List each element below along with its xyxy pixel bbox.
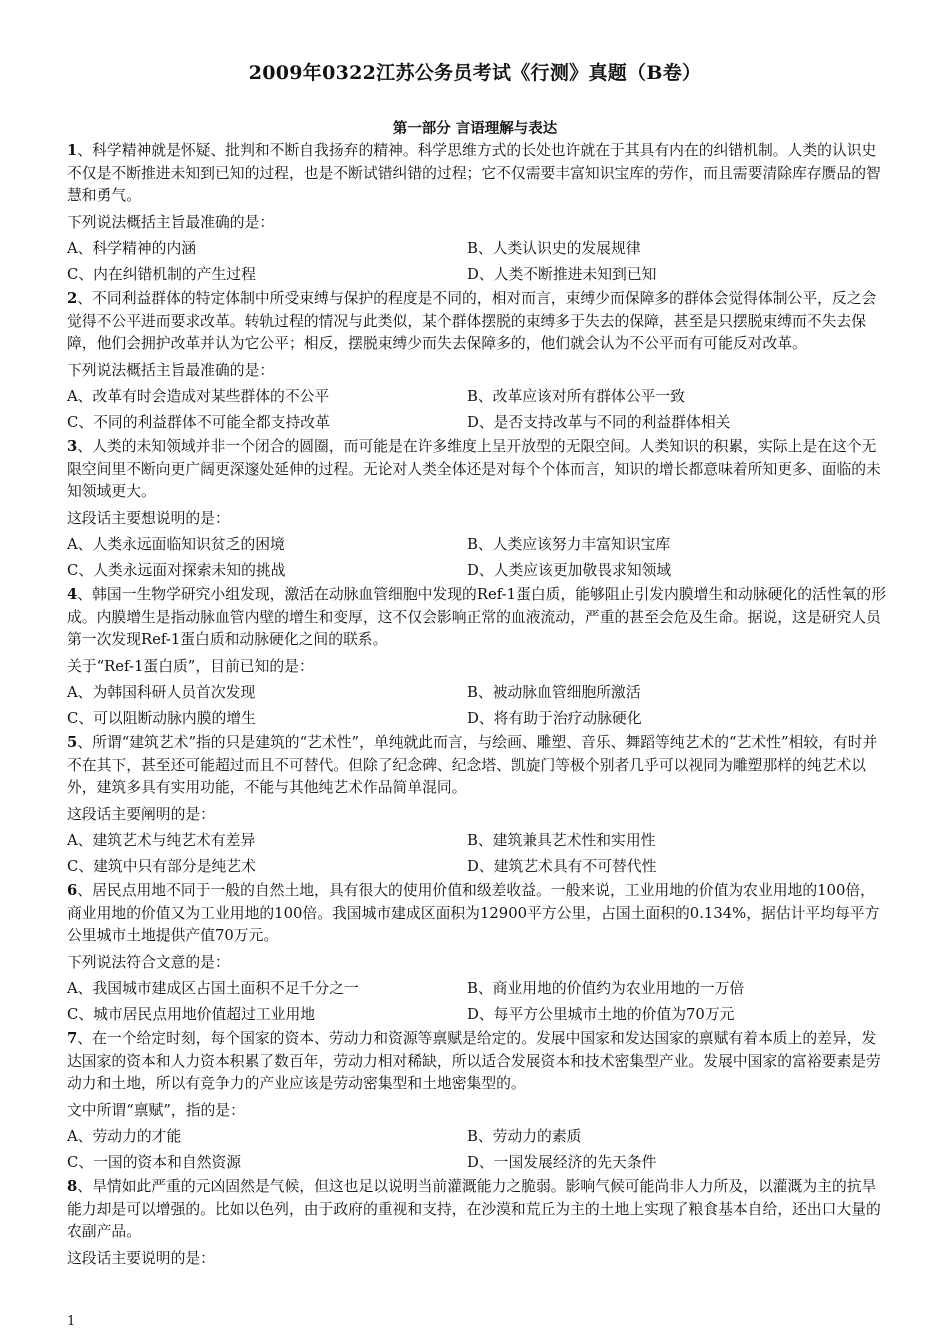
question-prompt: 下列说法概括主旨最准确的是： [67,361,275,379]
options-grid [67,384,887,436]
question-body: 、科学精神就是怀疑、批判和不断自我扬弃的精神。科学思维方式的长处也许就在于其具有内在的纠错机制。人类的认识史不仅是不断推进未知到已知的过程，也是不断试错纠错的过程；它不仅需要丰富知识宝库的劳作，而且需要清除库存赝品的智慧和勇气。 [67,142,881,204]
question-prompt: 文中所谓“禀赋”，指的是： [67,1101,245,1119]
option-b: B、人类应该努力丰富知识宝库 [467,536,671,553]
question-number: 7 [67,1030,78,1047]
question-prompt: 这段话主要说明的是： [67,1249,215,1267]
option-a: A、人类永远面临知识贫乏的困境 [67,536,285,553]
option-d: D、人类应该更加敬畏求知领域 [467,562,672,579]
option-d: D、每平方公里城市土地的价值为70万元 [467,1006,735,1023]
options-grid [67,828,887,880]
option-a: A、为韩国科研人员首次发现 [67,684,256,701]
option-a: A、科学精神的内涵 [67,240,197,257]
question-prompt: 下列说法符合文意的是： [67,953,230,971]
question-list [67,140,887,1272]
option-c: C、一国的资本和自然资源 [67,1154,242,1171]
question-text [67,140,887,208]
option-b: B、商业用地的价值约为农业用地的一万倍 [467,980,745,997]
question-number: 8 [67,1178,78,1195]
question-3 [67,436,887,584]
options-grid [67,1124,887,1176]
option-a: A、我国城市建成区占国土面积不足千分之一 [67,980,359,997]
question-number: 2 [67,290,78,307]
option-d: D、将有助于治疗动脉硬化 [467,710,642,727]
question-text [67,288,887,356]
question-number: 4 [67,586,78,603]
question-prompt: 关于“Ref-1蛋白质”，目前已知的是： [67,657,314,675]
question-body: 、所谓“建筑艺术”指的只是建筑的“艺术性”，单纯就此而言，与绘画、雕塑、音乐、舞蹈等纯艺术的“艺术性”相较，有时并不在其下，甚至还可能超过而且不可替代。但除了纪念碑、纪念塔、凯旋门等极个别者几乎可以视同为雕塑那样的纯艺术以外，建筑多具有实用功能，不能与其他纯艺术作品简单混同。 [67,734,878,796]
option-b: B、劳动力的素质 [467,1128,582,1145]
question-number: 1 [67,142,78,159]
option-c: C、可以阻断动脉内膜的增生 [67,710,256,727]
question-text [67,436,887,504]
question-body: 、居民点用地不同于一般的自然土地，具有很大的使用价值和级差收益。一般来说，工业用地的价值为农业用地的100倍，商业用地的价值又为工业用地的100倍。我国城市建成区面积为12900平方公里，占国土面积的0.134%，据估计平均每平方公里城市土地提供产值70万元。 [67,882,880,944]
option-d: D、一国发展经济的先天条件 [467,1154,657,1171]
question-number: 6 [67,882,78,899]
option-d: D、是否支持改革与不同的利益群体相关 [467,414,731,431]
options-grid [67,680,887,732]
option-b: B、人类认识史的发展规律 [467,240,641,257]
question-7 [67,1028,887,1176]
option-b: B、被动脉血管细胞所激活 [467,684,641,701]
question-text [67,1028,887,1096]
options-grid [67,236,887,288]
option-c: C、不同的利益群体不可能全都支持改革 [67,414,330,431]
option-c: C、城市居民点用地价值超过工业用地 [67,1006,316,1023]
question-text [67,584,887,652]
section-heading: 第一部分 言语理解与表达 [392,120,558,137]
question-body: 、人类的未知领域并非一个闭合的圆圈，而可能是在许多维度上呈开放型的无限空间。人类知识的积累，实际上是在这个无限空间里不断向更广阔更深邃处延伸的过程。无论对人类全体还是对每个个体而言，知识的增长都意味着所知更多、面临的未知领域更大。 [67,438,881,500]
page-title: 2009年0322江苏公务员考试《行测》真题（B卷） [248,62,702,84]
question-2 [67,288,887,436]
option-a: A、劳动力的才能 [67,1128,182,1145]
question-5 [67,732,887,880]
question-8 [67,1176,887,1270]
question-prompt: 这段话主要阐明的是： [67,805,215,823]
option-d: D、建筑艺术具有不可替代性 [467,858,657,875]
option-c: C、建筑中只有部分是纯艺术 [67,858,256,875]
question-4 [67,584,887,732]
question-body: 、韩国一生物学研究小组发现，激活在动脉血管细胞中发现的Ref-1蛋白质，能够阻止引发内膜增生和动脉硬化的活性氧的形成。内膜增生是指动脉血管内壁的增生和变厚，这不仅会影响正常的血液流动，严重的甚至会危及生命。据说，这是研究人员第一次发现Ref-1蛋白质和动脉硬化之间的联系。 [67,586,886,648]
option-a: A、改革有时会造成对某些群体的不公平 [67,388,330,405]
question-text [67,880,887,948]
options-grid [67,976,887,1028]
page-number: 1 [67,1314,76,1329]
options-grid [67,532,887,584]
question-body: 、不同利益群体的特定体制中所受束缚与保护的程度是不同的，相对而言，束缚少而保障多的群体会觉得体制公平，反之会觉得不公平进而要求改革。转轨过程的情况与此类似，某个群体摆脱的束缚多于失去的保障，甚至是只摆脱束缚而不失去保障，他们会拥护改革并认为它公平；相反，摆脱束缚少而失去保障多的，他们就会认为不公平而有可能反对改革。 [67,290,877,352]
question-body: 、在一个给定时刻，每个国家的资本、劳动力和资源等禀赋是给定的。发展中国家和发达国家的禀赋有着本质上的差异，发达国家的资本和人力资本积累了数百年，劳动力相对稀缺，所以适合发展资本和技术密集型产业。发展中国家的富裕要素是劳动力和土地，所以有竞争力的产业应该是劳动密集型和土地密集型的。 [67,1030,881,1092]
question-text [67,732,887,800]
option-d: D、人类不断推进未知到已知 [467,266,657,283]
question-number: 3 [67,438,78,455]
question-prompt: 下列说法概括主旨最准确的是： [67,213,275,231]
option-c: C、人类永远面对探索未知的挑战 [67,562,286,579]
question-text [67,1176,887,1244]
question-prompt: 这段话主要想说明的是： [67,509,230,527]
question-6 [67,880,887,1028]
option-b: B、改革应该对所有群体公平一致 [467,388,686,405]
option-a: A、建筑艺术与纯艺术有差异 [67,832,256,849]
question-number: 5 [67,734,78,751]
option-b: B、建筑兼具艺术性和实用性 [467,832,656,849]
question-body: 、旱情如此严重的元凶固然是气候，但这也足以说明当前灌溉能力之脆弱。影响气候可能尚非人力所及，以灌溉为主的抗旱能力却是可以增强的。比如以色列，由于政府的重视和支持，在沙漠和荒丘为主的土地上实现了粮食基本自给，还出口大量的农副产品。 [67,1178,881,1240]
option-c: C、内在纠错机制的产生过程 [67,266,256,283]
question-1 [67,140,887,288]
